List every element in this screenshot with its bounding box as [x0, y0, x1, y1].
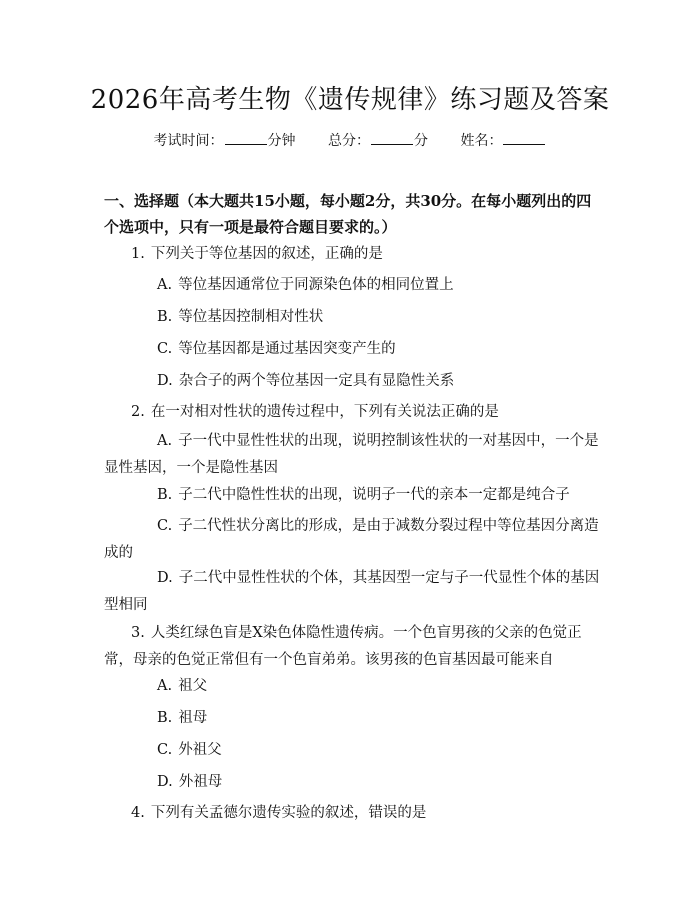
- option-2b: [104, 482, 600, 509]
- question-stem: 下列有关孟德尔遗传实验的叙述，错误的是: [150, 805, 427, 821]
- question-number: 4.: [131, 805, 145, 821]
- option-letter: B.: [157, 309, 173, 325]
- question-stem: 人类红绿色盲是X染色体隐性遗传病。一个色盲男孩的父亲的色觉正常，母亲的色觉正常但有一个色盲弟弟。该男孩的色盲基因最可能来自: [104, 625, 582, 668]
- option-text: 子二代中显性性状的个体，其基因型一定与子一代显性个体的基因型相同: [104, 570, 600, 613]
- option-2c: [104, 513, 600, 567]
- option-1a: [104, 272, 600, 299]
- option-text: 等位基因通常位于同源染色体的相同位置上: [178, 277, 454, 293]
- option-letter: D.: [157, 774, 173, 790]
- option-3b: [104, 705, 600, 732]
- option-letter: B.: [157, 710, 173, 726]
- exam-meta: [0, 130, 700, 152]
- option-3c: [104, 737, 600, 764]
- option-text: 子一代中显性性状的出现，说明控制该性状的一对基因中，一个是显性基因，一个是隐性基因: [104, 433, 599, 476]
- question-stem: 在一对相对性状的遗传过程中，下列有关说法正确的是: [150, 404, 499, 420]
- option-letter: D.: [157, 373, 173, 389]
- time-blank: [225, 132, 267, 145]
- question-number: 2.: [131, 404, 145, 420]
- option-text: 外祖母: [178, 774, 223, 790]
- question-stem: 下列关于等位基因的叙述，正确的是: [150, 246, 383, 262]
- question-2: [104, 399, 600, 426]
- question-1: [104, 241, 600, 268]
- option-1d: [104, 368, 600, 395]
- total-score: [328, 130, 428, 152]
- score-unit: 分: [414, 133, 428, 149]
- question-number: 3.: [131, 625, 145, 641]
- option-3a: [104, 673, 600, 700]
- option-text: 杂合子的两个等位基因一定具有显隐性关系: [178, 373, 455, 389]
- option-letter: B.: [157, 487, 173, 503]
- option-text: 祖母: [178, 710, 208, 726]
- option-text: 等位基因控制相对性状: [178, 309, 324, 325]
- option-letter: C.: [157, 518, 173, 534]
- option-1b: [104, 304, 600, 331]
- question-3: [104, 620, 600, 674]
- option-2a: [104, 428, 600, 482]
- name-label: 姓名：: [460, 133, 503, 149]
- time-unit: 分钟: [267, 133, 296, 149]
- option-letter: A.: [157, 678, 173, 694]
- option-letter: D.: [157, 570, 173, 586]
- score-label: 总分：: [328, 133, 370, 149]
- option-1c: [104, 336, 600, 363]
- option-letter: C.: [157, 341, 173, 357]
- page-title: 2026年高考生物《遗传规律》练习题及答案: [90, 85, 610, 115]
- option-letter: A.: [157, 433, 173, 449]
- option-text: 等位基因都是通过基因突变产生的: [178, 341, 396, 357]
- option-text: 外祖父: [178, 742, 222, 758]
- option-text: 子二代性状分离比的形成，是由于减数分裂过程中等位基因分离造成的: [104, 518, 599, 561]
- name-blank: [503, 132, 545, 145]
- option-text: 子二代中隐性性状的出现，说明子一代的亲本一定都是纯合子: [178, 487, 570, 503]
- option-text: 祖父: [178, 678, 208, 694]
- score-blank: [371, 132, 413, 145]
- student-name: [460, 130, 546, 152]
- question-number: 1.: [131, 246, 145, 262]
- time-label: 考试时间：: [153, 133, 224, 149]
- option-2d: [104, 565, 600, 619]
- exam-time: [154, 130, 296, 152]
- section-heading: 一、选择题（本大题共15小题，每小题2分，共30分。在每小题列出的四个选项中，只有一项是最符合题目要求的。）: [104, 192, 592, 236]
- question-4: [104, 800, 600, 827]
- option-letter: A.: [157, 277, 173, 293]
- option-3d: [104, 769, 600, 796]
- option-letter: C.: [157, 742, 173, 758]
